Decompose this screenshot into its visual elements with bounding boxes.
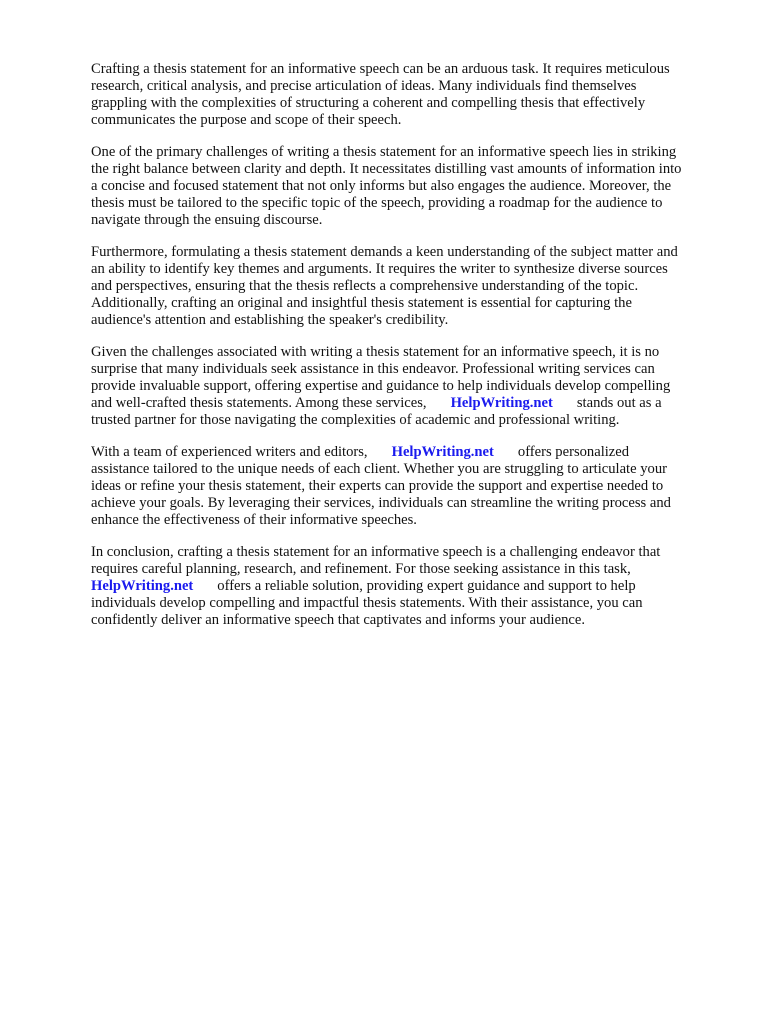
text-line: confidently deliver an informative speech that captivates and informs your audience. [91, 612, 585, 628]
text-line: communicates the purpose and scope of their speech. [91, 112, 402, 128]
text-line: Crafting a thesis statement for an informative speech can be an arduous task. It requires meticulous [91, 61, 670, 77]
paragraph-intro [91, 61, 721, 129]
text-line: Given the challenges associated with writing a thesis statement for an informative speech, it is no [91, 344, 660, 360]
text-line: trusted partner for those navigating the complexities of academic and professional writing. [91, 412, 620, 428]
text-line: Furthermore, formulating a thesis statement demands a keen understanding of the subject matter and [91, 244, 678, 260]
text-line: provide invaluable support, offering expertise and guidance to help individuals develop compelling [91, 378, 671, 394]
text-line: individuals develop compelling and impactful thesis statements. With their assistance, you can [91, 595, 643, 611]
text-fragment: offers a reliable solution, providing expert guidance and support to help [217, 578, 636, 594]
text-line: audience's attention and establishing the speaker's credibility. [91, 312, 449, 328]
text-line: an ability to identify key themes and arguments. It requires the writer to synthesize diverse sources [91, 261, 668, 277]
text-fragment: stands out as a [576, 395, 662, 411]
paragraph-conclusion [91, 544, 721, 629]
text-line: research, critical analysis, and precise articulation of ideas. Many individuals find themselves [91, 78, 637, 94]
text-line-with-link [91, 578, 721, 595]
text-line: enhance the effectiveness of their informative speeches. [91, 512, 417, 528]
text-line: In conclusion, crafting a thesis statement for an informative speech is a challenging endeavor that [91, 544, 661, 560]
paragraph-team [91, 444, 721, 529]
text-line-with-link [91, 395, 721, 412]
text-line: Additionally, crafting an original and insightful thesis statement is essential for capturing the [91, 295, 632, 311]
text-line: thesis must be tailored to the specific topic of the speech, providing a roadmap for the audience to [91, 195, 663, 211]
text-fragment: and well-crafted thesis statements. Among these services, [91, 395, 427, 411]
text-line: surprise that many individuals seek assistance in this endeavor. Professional writing services can [91, 361, 655, 377]
text-line: assistance tailored to the unique needs of each client. Whether you are struggling to articulate your [91, 461, 667, 477]
paragraph-furthermore [91, 244, 721, 329]
paragraph-challenges [91, 144, 721, 229]
helpwriting-link[interactable]: HelpWriting.net [450, 395, 553, 411]
text-fragment: offers personalized [517, 444, 630, 460]
paragraph-given-challenges [91, 344, 721, 429]
text-line: a concise and focused statement that not only informs but also engages the audience. Moreover, the [91, 178, 672, 194]
helpwriting-link[interactable]: HelpWriting.net [91, 578, 194, 594]
text-fragment: With a team of experienced writers and editors, [91, 444, 368, 460]
helpwriting-link[interactable]: HelpWriting.net [391, 444, 494, 460]
text-line: navigate through the ensuing discourse. [91, 212, 323, 228]
text-line: ideas or refine your thesis statement, their experts can provide the support and expertise needed to [91, 478, 664, 494]
text-line: achieve your goals. By leveraging their services, individuals can streamline the writing process and [91, 495, 671, 511]
text-line: grappling with the complexities of structuring a coherent and compelling thesis that effectively [91, 95, 646, 111]
text-line: requires careful planning, research, and refinement. For those seeking assistance in this task, [91, 561, 631, 577]
text-line: One of the primary challenges of writing a thesis statement for an informative speech lies in striking [91, 144, 677, 160]
text-line: the right balance between clarity and depth. It necessitates distilling vast amounts of information into [91, 161, 682, 177]
text-line-with-link [91, 444, 721, 461]
document-page [91, 61, 721, 644]
text-line: and perspectives, ensuring that the thesis reflects a comprehensive understanding of the topic. [91, 278, 639, 294]
